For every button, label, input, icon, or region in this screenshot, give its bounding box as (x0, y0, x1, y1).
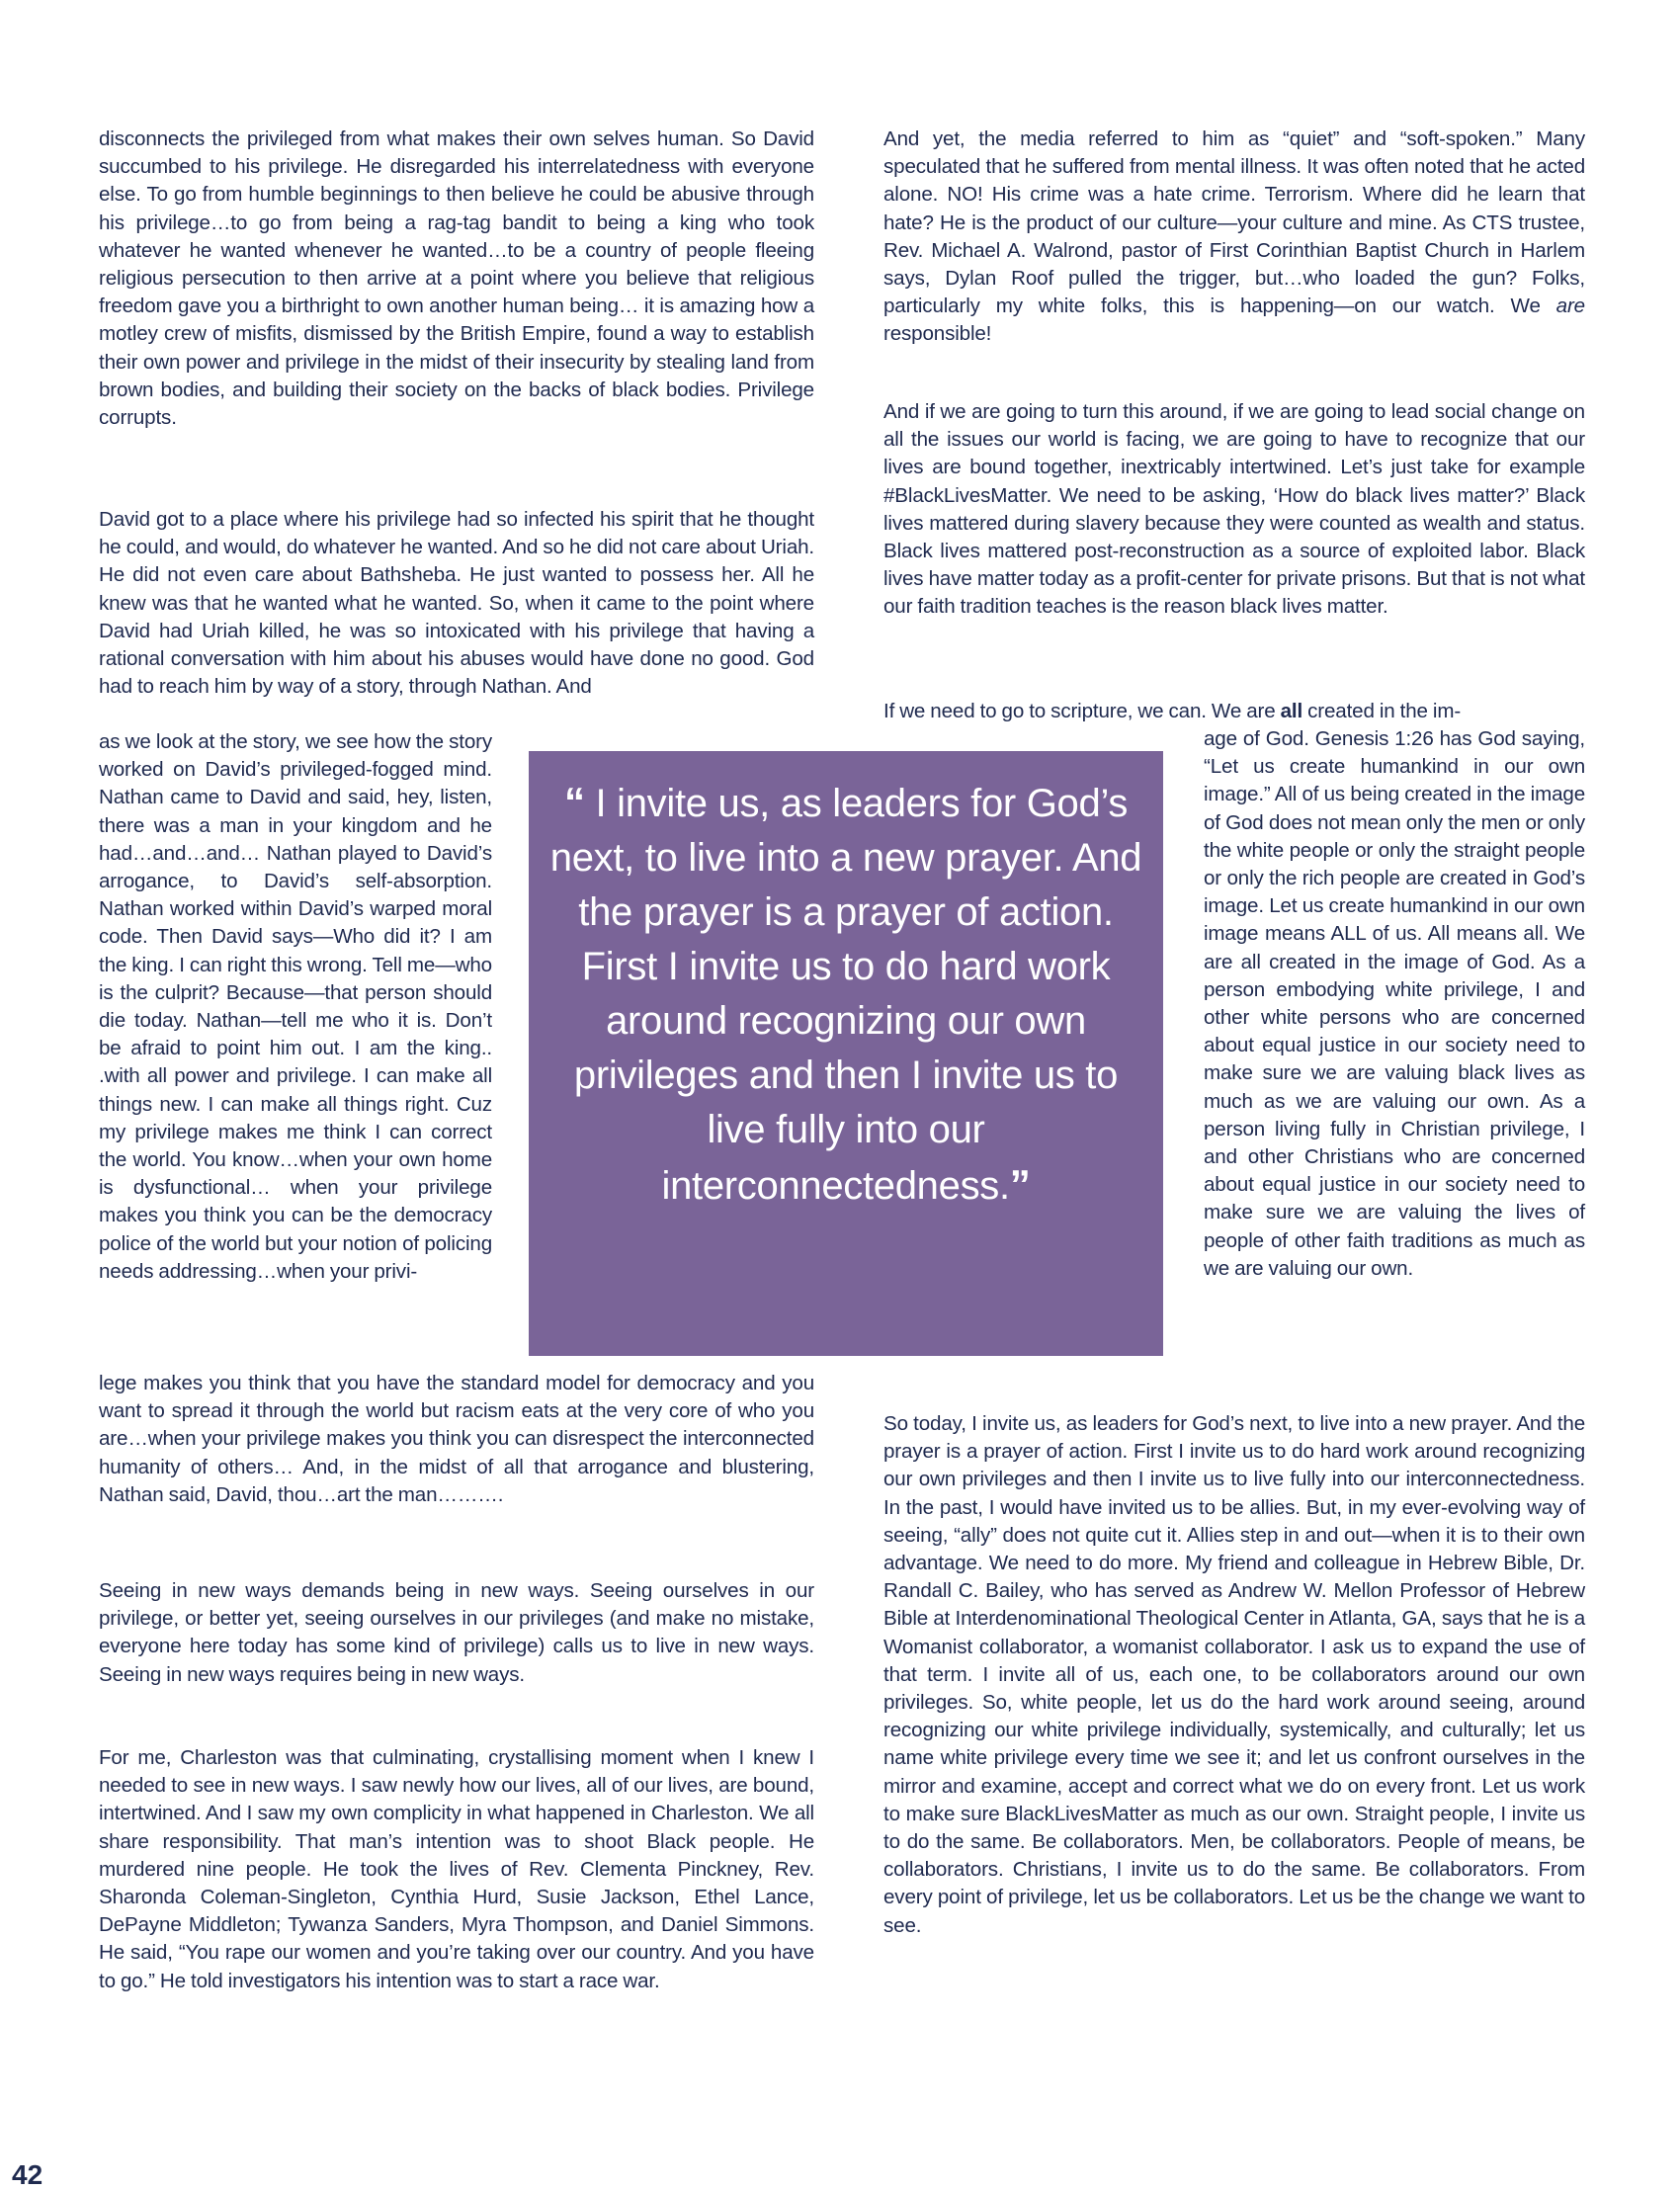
right-paragraph-1 (883, 126, 1585, 349)
pull-quote-text: I invite us, as leaders for God’s next, to live into a new prayer. And the prayer is a prayer of action. First I invite us to do hard work around recognizing our own privileges and then I invite us to live fully into our interconnectedness. (549, 782, 1142, 1208)
left-paragraph-2-full: David got to a place where his privilege had so infected his spirit that he thought he could, and would, do whatever he wanted. And so he did not care about Uriah. He did not even care about Bathsheba. He just wanted to possess her. All he knew was that he wanted what he wanted. So, when it came to the point where David had Uriah killed, he was so intoxicated with his privilege that having a rational conversation with him about his abuses would have done no good. God had to reach him by way of a story, through Nathan. And (99, 508, 814, 699)
right-paragraph-3-lead (883, 698, 1585, 725)
right-paragraph-3-text: If we need to go to scripture, we can. We are (883, 700, 1281, 722)
pull-quote-box (529, 751, 1163, 1356)
right-paragraph-3-bold: all (1280, 700, 1303, 722)
left-paragraph-1: disconnects the privileged from what makes their own selves human. So David succumbed to his privilege. He disregarded his interrelatedness with everyone else. To go from humble beginnings to then believe he could be abusive through his privilege…to go from being a rag-tag bandit to being a king who took whatever he wanted whenever he wanted…to be a country of people fleeing religious persecution to then arrive at a point where you believe that religious freedom gave you a birthright to own another human being… it is amazing how a motley crew of misfits, dismissed by the British Empire, found a way to establish their own power and privilege in the midst of their insecurity by stealing land from brown bodies, and building their society on the backs of black bodies. Privilege corrupts. (99, 127, 814, 430)
right-paragraph-1-text: And yet, the media referred to him as “quiet” and “soft-spoken.” Many speculated that he suffered from mental illness. It was often noted that he acted alone. NO! His crime was a hate crime. Terrorism. Where did he learn that hate? He is the product of our culture—your culture and mine. As CTS trustee, Rev. Michael A. Walrond, pastor of First Corinthian Baptist Church in Harlem says, Dylan Roof pulled the trigger, but…who loaded the gun? Folks, particularly my white folks, this is happening—on our watch. We (883, 127, 1585, 318)
close-quote-mark: ” (1009, 1161, 1031, 1208)
right-paragraph-3-cont: created in the im- (1302, 700, 1462, 722)
right-paragraph-1-end: responsible! (883, 322, 992, 346)
right-paragraph-3-narrow: age of God. Genesis 1:26 has God saying, “Let us create humankind in our own image.” All of us being created in the image of God does not mean only the men or only the white people or only the straight people or only the rich people are created in God’s image. Let us create humankind in our own image means ALL of us. All means all. We are all created in the image of God. As a person embodying white privilege, I and other white persons who are concerned about equal justice in our society need to make sure we are valuing black lives as much as we are valuing our own. As a person living fully in Christian privilege, I and other Christians who are concerned about equal justice in our society need to make sure we are valuing the lives of people of other faith traditions as much as we are valuing our own. (1204, 727, 1585, 1280)
left-paragraph-2-rest: lege makes you think that you have the standard model for democracy and you want to spread it through the world but racism eats at the very core of who you are…when your privilege makes you think you can disrespect the interconnected humanity of others… And, in the midst of all that arrogance and blustering, Nathan said, David, thou…art the man………. (99, 1372, 814, 1506)
page-number: 42 (12, 2159, 43, 2190)
open-quote-mark: “ (563, 779, 585, 825)
right-paragraph-2: And if we are going to turn this around, if we are going to lead social change on all the issues our world is facing, we are going to have to recognize that our lives are bound together, inextricably intertwined. Let’s just take for example #BlackLivesMatter. We need to be asking, ‘How do black lives matter?’ Black lives mattered during slavery because they were counted as wealth and status. Black lives mattered post-reconstruction as a source of exploited labor. Black lives have matter today as a profit-center for private prisons. But that is not what our faith tradition teaches is the reason black lives matter. (883, 400, 1585, 619)
left-paragraph-3: Seeing in new ways demands being in new ways. Seeing ourselves in our privilege, or better yet, seeing ourselves in our privileges (and make no mistake, everyone here today has some kind of privilege) calls us to live in new ways. Seeing in new ways requires being in new ways. (99, 1579, 814, 1686)
left-paragraph-2-narrow: as we look at the story, we see how the story worked on David’s privileged-fogged mind. Nathan came to David and said, hey, listen, there was a man in your kingdom and he had…and…and… Nathan played to David’s arrogance, to David’s self-absorption. Nathan worked within David’s warped moral code. Then David says—Who did it? I am the king. I can right this wrong. Tell me—who is the culprit? Because—that person should die today. Nathan—tell me who it is. Don’t be afraid to point him out. I am the king.. .with all power and privilege. I can make all things new. I can make all things right. Cuz my privilege makes me think I can correct the world. You know…when your own home is dysfunctional… when your privilege makes you think you can be the democracy police of the world but your notion of policing needs addressing…when your privi- (99, 730, 492, 1283)
right-paragraph-4: So today, I invite us, as leaders for God’s next, to live into a new prayer. And the prayer is a prayer of action. First I invite us to do hard work around recognizing our own privileges and then I invite us to live fully into our interconnectedness. In the past, I would have invited us to be allies. But, in my ever-evolving way of seeing, “ally” does not quite cut it. Allies step in and out—when it is to their own advantage. We need to do more. My friend and colleague in Hebrew Bible, Dr. Randall C. Bailey, who has served as Andrew W. Mellon Professor of Hebrew Bible at Interdenominational Theological Center in Atlanta, GA, says that he is a Womanist collaborator, a womanist collaborator. I ask us to expand the use of that term. I invite all of us, each one, to be collaborators around our own privileges. So, white people, let us do the hard work around seeing, around recognizing our white privilege individually, systemically, and culturally; let us name white privilege every time we see it; and let us confront ourselves in the mirror and examine, accept and correct what we do on every front. Let us work to make sure BlackLivesMatter as much as our own. Straight people, I invite us to do the same. Be collaborators. Men, be collaborators. People of means, be collaborators. Christians, I invite us to do the same. Be collaborators. From every point of privilege, let us be collaborators. Let us be the change we want to see. (883, 1412, 1585, 1937)
left-paragraph-4: For me, Charleston was that culminating, crystallising moment when I knew I needed to see in new ways. I saw newly how our lives, all of our lives, are bound, intertwined. And I saw my own complicity in what happened in Charleston. We all share responsibility. That man’s intention was to shoot Black people. He murdered nine people. He took the lives of Rev. Clementa Pinckney, Rev. Sharonda Coleman-Singleton, Cynthia Hurd, Susie Jackson, Ethel Lance, DePayne Middleton; Tywanza Sanders, Myra Thompson, and Daniel Simmons. He said, “You rape our women and you’re taking over our country. And you have to go.” He told investigators his intention was to start a race war. (99, 1746, 814, 1992)
right-paragraph-1-emphasis: are (1555, 295, 1585, 318)
